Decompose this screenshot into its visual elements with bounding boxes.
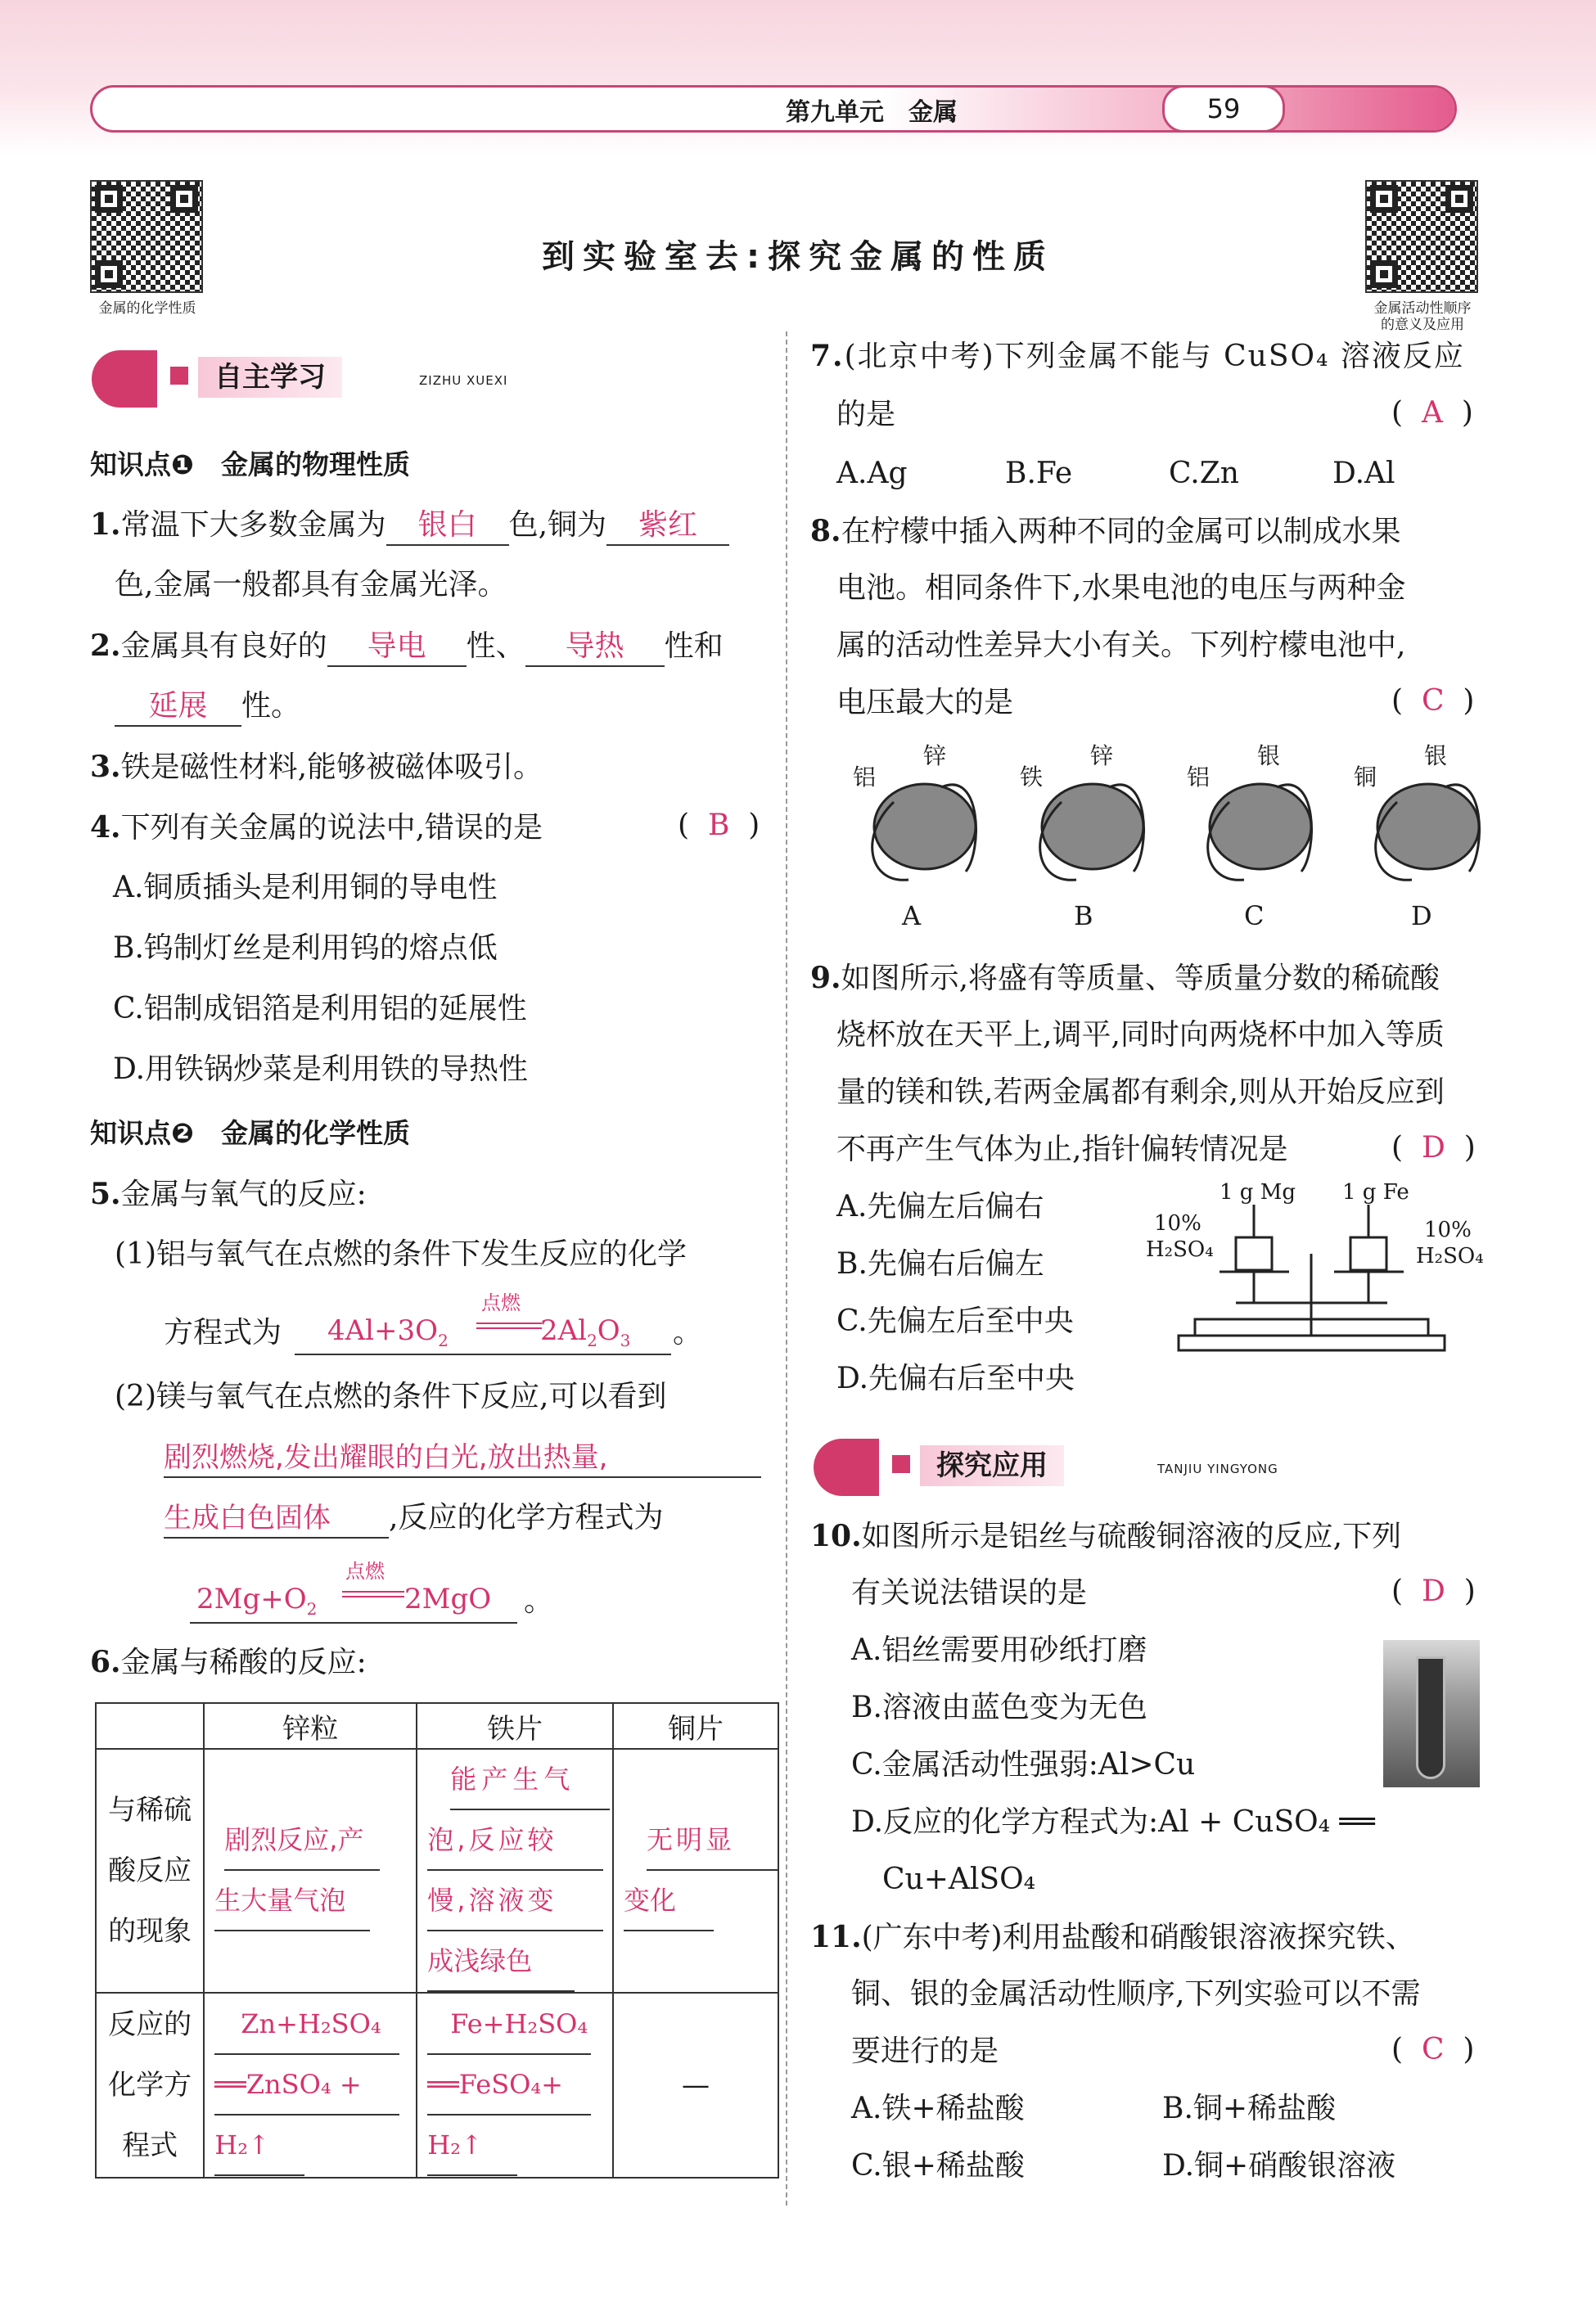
q6-table xyxy=(95,1702,779,2179)
q7-option-b: B.Fe xyxy=(1005,457,1073,490)
table-cell-copper-equation: — xyxy=(613,1993,778,2178)
q7-answer: ( A ) xyxy=(1391,396,1473,430)
q11-option-b: B.铜+稀盐酸 xyxy=(1162,2092,1337,2125)
q11-stem-2: 铜、银的金属活动性顺序,下列实验可以不需 xyxy=(851,1977,1421,2011)
q5-eq2-period: 。 xyxy=(524,1584,554,1618)
fig-b-right-metal: 锌 xyxy=(1090,742,1114,769)
fig-c-caption: C xyxy=(1244,900,1265,931)
q7-stem-1: 7.(北京中考)下列金属不能与 CuSO₄ 溶液反应 xyxy=(810,339,1465,373)
q11-option-c: C.银+稀盐酸 xyxy=(851,2149,1025,2183)
q10-option-a: A.铝丝需要用砂纸打磨 xyxy=(851,1633,1147,1667)
q5-eq2-condition: 点燃 xyxy=(345,1560,385,1583)
table-header-copper: 铜片 xyxy=(613,1703,778,1749)
fig-a-caption: A xyxy=(902,900,922,931)
q10-option-b: B.溶液由蓝色变为无色 xyxy=(851,1691,1147,1724)
fig-left-acid-pct: 10% xyxy=(1154,1211,1202,1236)
q5-stem: 5.金属与氧气的反应: xyxy=(90,1177,367,1211)
section-sub-2: TANJIU YINGYONG xyxy=(1157,1462,1278,1476)
q4-stem: 4.下列有关金属的说法中,错误的是 xyxy=(90,810,543,845)
fig-a-right-metal: 锌 xyxy=(923,742,947,769)
q4-option-a: A.铜质插头是利用铜的导电性 xyxy=(113,871,498,904)
q10-answer: ( D ) xyxy=(1391,1575,1476,1608)
q9-option-c: C.先偏左后至中央 xyxy=(836,1304,1074,1338)
q2-line2: 延展 性。 xyxy=(115,687,300,727)
table-header-zinc: 锌粒 xyxy=(204,1703,417,1749)
knowledge-point-2: 知识点❷ 金属的化学性质 xyxy=(90,1117,410,1149)
q8-answer: ( C ) xyxy=(1391,684,1475,718)
q8-stem-3: 属的活动性差异大小有关。下列柠檬电池中, xyxy=(836,629,1406,662)
q1-answer-1: 银白 xyxy=(386,507,509,546)
fig-right-acid-pct: 10% xyxy=(1424,1218,1472,1242)
q8-stem-1: 8.在柠檬中插入两种不同的金属可以制成水果 xyxy=(810,514,1401,548)
section-badge-zizhu xyxy=(92,350,632,408)
q11-option-d: D.铜+硝酸银溶液 xyxy=(1162,2149,1396,2183)
q11-answer: ( C ) xyxy=(1391,2033,1475,2066)
q4-option-d: D.用铁锅炒菜是利用铁的导热性 xyxy=(113,1052,529,1086)
section-label: 自主学习 xyxy=(198,357,342,398)
q7-option-c: C.Zn xyxy=(1169,457,1239,490)
q2-answer-3: 延展 xyxy=(115,687,241,727)
table-cell-iron-equation: Fe+H₂SO₄ ══FeSO₄+ H₂↑ xyxy=(417,1993,613,2178)
q9-option-a: A.先偏左后偏右 xyxy=(836,1190,1044,1223)
unit-title: 第九单元 金属 xyxy=(786,98,958,127)
table-cell-copper-phenomenon: 无明显 变化 xyxy=(613,1749,778,1993)
q5-sub1: (1)铝与氧气在点燃的条件下发生反应的化学 xyxy=(115,1237,687,1271)
q5-sub2: (2)镁与氧气在点燃的条件下反应,可以看到 xyxy=(115,1380,667,1413)
fig-fe-label: 1 g Fe xyxy=(1342,1180,1409,1205)
q7-option-a: A.Ag xyxy=(836,457,908,490)
q9-stem-1: 9.如图所示,将盛有等质量、等质量分数的稀硫酸 xyxy=(810,961,1440,995)
q5-eq1-condition: 点燃 xyxy=(481,1291,521,1314)
q5-eq1-period: 。 xyxy=(673,1316,703,1350)
knowledge-point-1: 知识点❶ 金属的物理性质 xyxy=(90,448,410,480)
q1-line1: 1.常温下大多数金属为 银白 色,铜为 紫红 xyxy=(90,506,729,546)
qr-left-caption: 金属的化学性质 xyxy=(98,300,196,317)
page-title: 到实验室去:探究金属的性质 xyxy=(542,238,1054,276)
table-row-phenomenon-header: 与稀硫 酸反应 的现象 xyxy=(96,1749,204,1993)
q5-answer-2a: 剧烈燃烧,发出耀眼的白光,放出热量, xyxy=(164,1439,761,1478)
q2-answer-1: 导电 xyxy=(327,628,467,667)
q9-stem-3: 量的镁和铁,若两金属都有剩余,则从开始反应到 xyxy=(836,1075,1445,1109)
q4-answer: ( B ) xyxy=(678,809,760,842)
q2-line1: 2.金属具有良好的 导电 性、 导热 性和 xyxy=(90,627,724,667)
fig-left-acid-name: H₂SO₄ xyxy=(1146,1237,1214,1262)
q11-option-a: A.铁+稀盐酸 xyxy=(851,2092,1025,2125)
fig-mg-label: 1 g Mg xyxy=(1220,1180,1296,1205)
q5-eq1-blank xyxy=(295,1286,671,1355)
fig-b-left-metal: 铁 xyxy=(1020,764,1044,791)
fig-a-left-metal: 铝 xyxy=(853,764,877,791)
table-cell-zinc-phenomenon: 剧烈反应,产 生大量气泡 xyxy=(204,1749,417,1993)
q9-option-b: B.先偏右后偏左 xyxy=(836,1247,1044,1281)
q9-option-d: D.先偏右后至中央 xyxy=(836,1362,1075,1395)
q5-answer-2b: 生成白色固体 xyxy=(164,1499,389,1539)
q7-stem-2: 的是 xyxy=(836,398,896,431)
column-divider xyxy=(786,331,787,2206)
fig-d-right-metal: 银 xyxy=(1424,742,1448,769)
qr-right-caption-1: 金属活动性顺序 xyxy=(1373,300,1472,317)
table-cell-iron-phenomenon: 能产生气 泡,反应较 慢,溶液变 成浅绿色 xyxy=(417,1749,613,1993)
test-tube-photo xyxy=(1383,1640,1480,1787)
q6-stem: 6.金属与稀酸的反应: xyxy=(90,1645,367,1679)
q8-lemon-figures xyxy=(843,737,1547,941)
q3-line: 3.铁是磁性材料,能够被磁体吸引。 xyxy=(90,750,543,784)
q5-eq2: $2Mg+O_2$ xyxy=(196,1583,318,1619)
q8-stem-2: 电池。相同条件下,水果电池的电压与两种金 xyxy=(836,571,1406,605)
table-header-iron: 铁片 xyxy=(417,1703,613,1749)
fig-right-acid-name: H₂SO₄ xyxy=(1416,1244,1484,1268)
q9-answer: ( D ) xyxy=(1391,1131,1476,1165)
q10-option-d-2: Cu+AlSO₄ xyxy=(882,1863,1036,1896)
q10-option-c: C.金属活动性强弱:Al>Cu xyxy=(851,1748,1196,1782)
q7-option-d: D.Al xyxy=(1332,457,1395,490)
section-badge-tanjiu xyxy=(814,1439,1354,1496)
section-label-2: 探究应用 xyxy=(920,1445,1064,1486)
fig-c-right-metal: 银 xyxy=(1257,742,1281,769)
fig-d-caption: D xyxy=(1411,900,1432,931)
q4-option-b: B.钨制灯丝是利用钨的熔点低 xyxy=(113,931,498,965)
fig-b-caption: B xyxy=(1074,900,1093,931)
q10-stem-2: 有关说法错误的是 xyxy=(851,1576,1088,1610)
pencil-icon xyxy=(92,350,157,408)
fig-c-left-metal: 铝 xyxy=(1187,764,1211,791)
q11-stem-1: 11.(广东中考)利用盐酸和硝酸银溶液探究铁、 xyxy=(810,1920,1415,1954)
q5-sub1-line2: 方程式为 xyxy=(164,1316,282,1350)
q5-eq2-product: 2MgO xyxy=(404,1583,492,1615)
q5-sub2-line3: 生成白色固体 ,反应的化学方程式为 xyxy=(164,1499,663,1539)
q4-option-c: C.铝制成铝箔是利用铝的延展性 xyxy=(113,992,527,1025)
page-number: 59 xyxy=(1162,85,1285,133)
laptop-pencil-icon xyxy=(814,1439,879,1496)
q10-stem-1: 10.如图所示是铝丝与硫酸铜溶液的反应,下列 xyxy=(810,1519,1402,1553)
q9-stem-2: 烧杯放在天平上,调平,同时向两烧杯中加入等质 xyxy=(836,1018,1445,1052)
q1-line2: 色,金属一般都具有金属光泽。 xyxy=(115,568,507,602)
table-cell-zinc-equation: Zn+H₂SO₄ ══ZnSO₄ + H₂↑ xyxy=(204,1993,417,2178)
q9-stem-4: 不再产生气体为止,指针偏转情况是 xyxy=(836,1133,1288,1166)
qr-right-caption-2: 的意义及应用 xyxy=(1381,317,1464,333)
q11-stem-3: 要进行的是 xyxy=(851,2034,999,2068)
q5-eq1: $4Al+3O_2$ xyxy=(327,1314,449,1350)
q10-option-d: D.反应的化学方程式为:Al + CuSO₄ ══ xyxy=(851,1805,1375,1839)
q9-balance-figure xyxy=(1146,1180,1490,1360)
table-row-equation-header: 反应的 化学方 程式 xyxy=(96,1993,204,2178)
q5-eq1-product: $2Al_2O_3$ xyxy=(540,1314,631,1350)
table-header-empty xyxy=(96,1703,204,1749)
section-sub: ZIZHU XUEXI xyxy=(419,373,508,388)
q2-answer-2: 导热 xyxy=(525,628,665,667)
q8-stem-4: 电压最大的是 xyxy=(836,686,1014,719)
balance-scale-illustration xyxy=(1146,1180,1490,1360)
q5-eq2-blank xyxy=(190,1555,517,1624)
fig-d-left-metal: 铜 xyxy=(1354,764,1377,791)
q1-answer-2: 紫红 xyxy=(606,507,729,546)
